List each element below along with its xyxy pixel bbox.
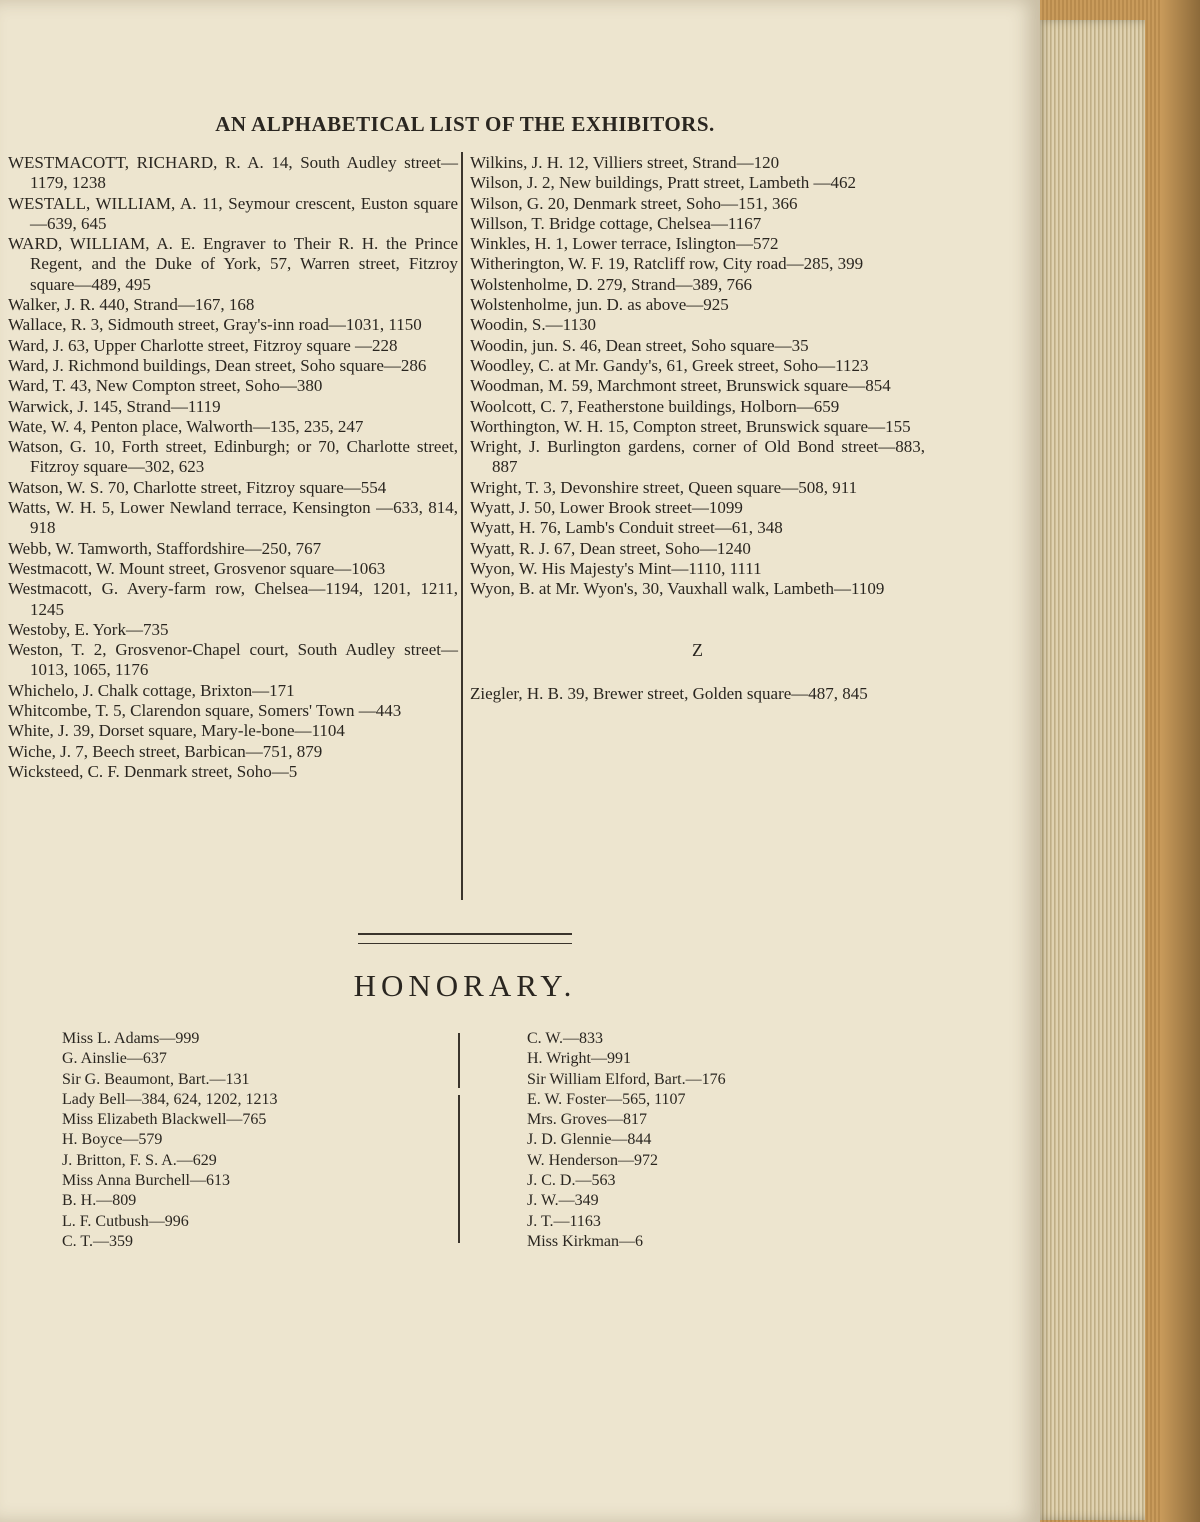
honorary-entry: Miss Elizabeth Blackwell—765	[62, 1111, 267, 1129]
list-entry: Witherington, W. F. 19, Ratcliff row, City road—285, 399	[470, 254, 864, 274]
honorary-entry: Miss Anna Burchell—613	[62, 1172, 230, 1190]
list-entry: WESTMACOTT, RICHARD, R. A. 14, South Audley street—1179, 1238	[8, 153, 458, 193]
column-divider	[461, 152, 463, 900]
honorary-title: HONORARY.	[353, 968, 577, 1003]
honorary-entry: L. F. Cutbush—996	[62, 1212, 189, 1230]
list-entry: Ward, J. 63, Upper Charlotte street, Fitzroy square —228	[8, 335, 398, 355]
page-edges	[1035, 20, 1145, 1520]
list-entry: Wyon, W. His Majesty's Mint—1110, 1111	[470, 558, 762, 578]
honorary-entry: Miss L. Adams—999	[62, 1030, 200, 1047]
honorary-entry: C. T.—359	[62, 1232, 133, 1250]
list-entry: Watts, W. H. 5, Lower Newland terrace, Kensington —633, 814, 918	[8, 498, 458, 538]
list-entry: Warwick, J. 145, Strand—1119	[8, 396, 221, 416]
honorary-entry: H. Wright—991	[527, 1050, 631, 1068]
honorary-entry: E. W. Foster—565, 1107	[527, 1090, 686, 1108]
honorary-entry: Mrs. Groves—817	[527, 1111, 647, 1129]
list-entry: Wiche, J. 7, Beech street, Barbican—751, 879	[8, 741, 323, 761]
list-entry: Whichelo, J. Chalk cottage, Brixton—171	[8, 680, 295, 700]
list-entry: Westmacott, G. Avery-farm row, Chelsea—1194, 1201, 1211, 1245	[8, 579, 458, 619]
list-entry: Woolcott, C. 7, Featherstone buildings, Holborn—659	[470, 396, 840, 416]
right-column	[470, 153, 925, 704]
list-entry: Wolstenholme, jun. D. as above—925	[470, 295, 729, 315]
list-entry: Wyatt, J. 50, Lower Brook street—1099	[470, 498, 743, 518]
honorary-entry: Miss Kirkman—6	[527, 1232, 643, 1250]
list-entry: Woodin, S.—1130	[470, 315, 596, 335]
double-rule-divider	[358, 933, 572, 944]
list-entry: Westoby, E. York—735	[8, 619, 169, 639]
list-entry: Ward, J. Richmond buildings, Dean street, Soho square—286	[8, 355, 427, 375]
honorary-right-column	[527, 1029, 887, 1252]
list-entry: Wilson, G. 20, Denmark street, Soho—151, 366	[470, 193, 798, 213]
honorary-divider	[458, 1033, 460, 1088]
honorary-entry: J. W.—349	[527, 1192, 599, 1210]
list-entry: Webb, W. Tamworth, Staffordshire—250, 767	[8, 538, 322, 558]
honorary-left-column	[62, 1029, 422, 1252]
honorary-entry: J. T.—1163	[527, 1212, 601, 1230]
honorary-entry: J. Britton, F. S. A.—629	[62, 1151, 217, 1169]
list-entry: Weston, T. 2, Grosvenor-Chapel court, South Audley street—1013, 1065, 1176	[8, 640, 458, 680]
honorary-entry: G. Ainslie—637	[62, 1050, 167, 1068]
honorary-entry: H. Boyce—579	[62, 1131, 163, 1149]
list-entry: Wolstenholme, D. 279, Strand—389, 766	[470, 274, 752, 294]
list-entry: WARD, WILLIAM, A. E. Engraver to Their R. H. the Prince Regent, and the Duke of York, 57, Warren street, Fitzroy square—489, 495	[8, 234, 458, 294]
list-entry: Wright, T. 3, Devonshire street, Queen square—508, 911	[470, 477, 858, 497]
list-entry: Wyatt, R. J. 67, Dean street, Soho—1240	[470, 538, 751, 558]
list-entry: Westmacott, W. Mount street, Grosvenor square—1063	[8, 558, 386, 578]
honorary-entry: J. C. D.—563	[527, 1172, 616, 1190]
honorary-entry: J. D. Glennie—844	[527, 1131, 652, 1149]
honorary-entry: W. Henderson—972	[527, 1151, 658, 1169]
list-entry: Wyon, B. at Mr. Wyon's, 30, Vauxhall walk, Lambeth—1109	[470, 579, 885, 599]
list-entry: Ziegler, H. B. 39, Brewer street, Golden square—487, 845	[470, 683, 868, 703]
honorary-entry: Sir William Elford, Bart.—176	[527, 1070, 726, 1088]
list-entry: Wright, J. Burlington gardens, corner of Old Bond street—883, 887	[470, 437, 925, 477]
honorary-entry: Lady Bell—384, 624, 1202, 1213	[62, 1090, 278, 1108]
left-column	[8, 153, 458, 782]
list-entry: Wilson, J. 2, New buildings, Pratt street, Lambeth —462	[470, 173, 857, 193]
list-entry: Worthington, W. H. 15, Compton street, Brunswick square—155	[470, 416, 911, 436]
page-heading: AN ALPHABETICAL LIST OF THE EXHIBITORS.	[215, 112, 715, 136]
honorary-divider	[458, 1095, 460, 1243]
list-entry: Ward, T. 43, New Compton street, Soho—380	[8, 376, 323, 396]
list-entry: Watson, G. 10, Forth street, Edinburgh; or 70, Charlotte street, Fitzroy square—302, 623	[8, 437, 458, 477]
list-entry: Wate, W. 4, Penton place, Walworth—135, 235, 247	[8, 416, 364, 436]
list-entry: White, J. 39, Dorset square, Mary-le-bone—1104	[8, 721, 345, 741]
list-entry: Wilkins, J. H. 12, Villiers street, Strand—120	[470, 153, 780, 172]
list-entry: Winkles, H. 1, Lower terrace, Islington—572	[470, 234, 779, 254]
list-entry: Wyatt, H. 76, Lamb's Conduit street—61, 348	[470, 518, 783, 538]
book-cover-shadow	[1160, 0, 1200, 1522]
honorary-entry: B. H.—809	[62, 1192, 137, 1210]
list-entry: Whitcombe, T. 5, Clarendon square, Somers' Town —443	[8, 701, 402, 721]
list-entry: Watson, W. S. 70, Charlotte street, Fitzroy square—554	[8, 477, 387, 497]
honorary-entry: Sir G. Beaumont, Bart.—131	[62, 1070, 250, 1088]
list-entry: Woodley, C. at Mr. Gandy's, 61, Greek street, Soho—1123	[470, 355, 869, 375]
list-entry: Woodman, M. 59, Marchmont street, Brunswick square—854	[470, 376, 891, 396]
list-entry: Wallace, R. 3, Sidmouth street, Gray's-inn road—1031, 1150	[8, 315, 422, 335]
section-letter-z: Z	[692, 639, 703, 660]
list-entry: Walker, J. R. 440, Strand—167, 168	[8, 295, 255, 315]
list-entry: Willson, T. Bridge cottage, Chelsea—1167	[470, 213, 762, 233]
list-entry: WESTALL, WILLIAM, A. 11, Seymour crescent, Euston square—639, 645	[8, 193, 458, 233]
honorary-entry: C. W.—833	[527, 1030, 604, 1047]
list-entry: Wicksteed, C. F. Denmark street, Soho—5	[8, 761, 298, 781]
list-entry: Woodin, jun. S. 46, Dean street, Soho square—35	[470, 335, 809, 355]
